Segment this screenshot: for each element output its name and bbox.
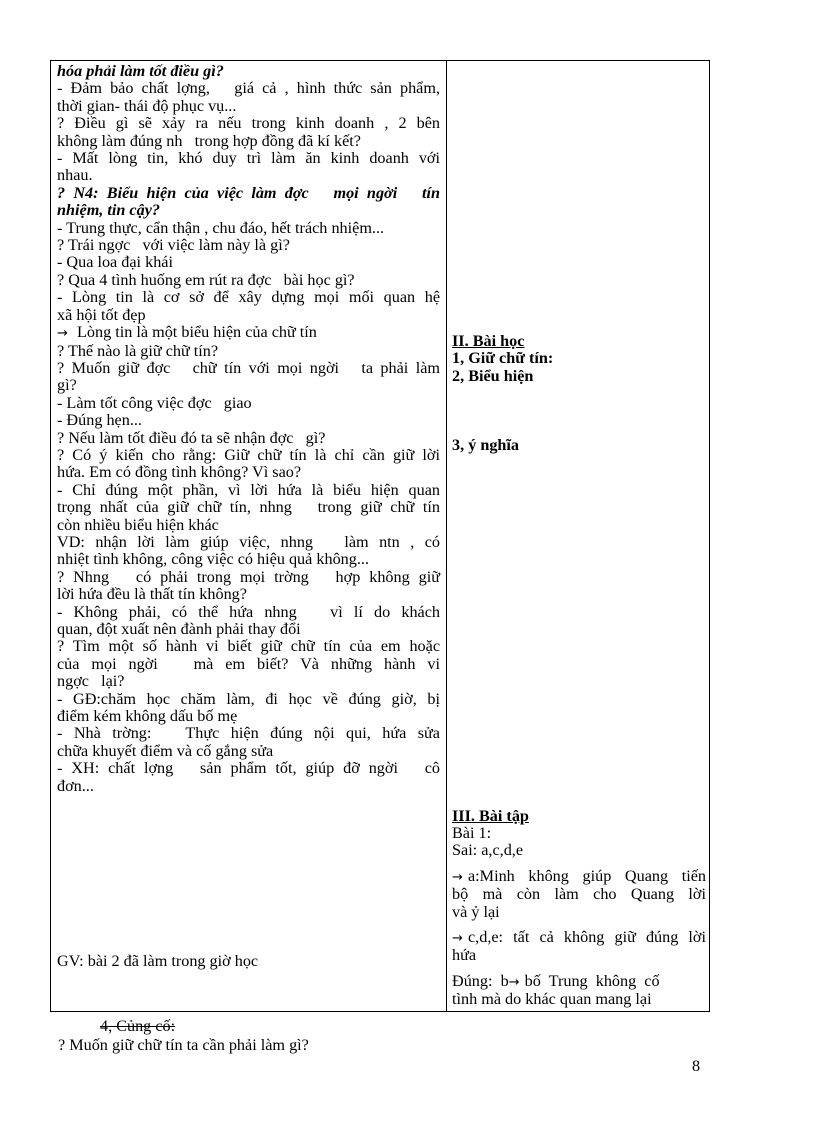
arrow-icon: → [508,974,520,990]
text-line: - Chỉ đúng một phần, vì lời hứa là biểu hiện quan [57,480,440,499]
lesson-table [50,60,710,1012]
text-line: ? Muốn giữ đợc chữ tín với mọi ngời ta phải làm [57,358,440,377]
arrow-icon: → [452,931,463,947]
text-line: ? Nếu làm tốt điều đó ta sẽ nhận đợc gì? [57,428,326,447]
text-line: Bài 1: [452,824,492,843]
section-heading: II. Bài học [452,332,525,350]
subheading: 2, Biểu hiện [452,366,534,385]
text-line: - Mất lòng tin, khó duy trì làm ăn kinh doanh với [57,149,440,168]
text-line: lời hứa đều là thất tín không? [57,585,247,604]
text-line: ngợc lại? [57,672,125,691]
text-line: chữa khuyết điểm và cố gắng sửa [57,741,274,760]
text-line: - Đảm bảo chất lợng, giá cả , hình thức sản phẩm, [57,79,440,98]
text-line: ? Trái ngợc với việc làm này là gì? [57,236,290,255]
text-line: Đúng: b→ bố Trung không cố [452,971,660,990]
text-line: hứa. Em có đồng tình không? Vì sao? [57,463,302,482]
text-line: ? Thế nào là giữ chữ tín? [57,341,219,360]
text-line: còn nhiều biểu hiện khác [57,515,219,534]
text-line: ? Điều gì sẽ xảy ra nếu trong kinh doanh , 2 bên [57,114,440,133]
text-line: ? Tìm một số hành vi biết giữ chữ tín của em hoặc [57,637,440,656]
text-line: - Lòng tin là cơ sở để xây dựng mọi mối quan hệ [57,288,440,307]
text-line: nhau. [57,166,93,185]
text-line: → a:Minh không giúp Quang tiến [452,866,706,885]
text-line: ? Có ý kiến cho rằng: Giữ chữ tín là chỉ cần giữ lời [57,445,440,464]
text-line: → c,d,e: tất cả không giữ đúng lời [452,928,706,947]
text-line: - XH: chất lợng sản phẩm tốt, giúp đỡ ngời cô [57,759,440,778]
text-line: tình mà do khác quan mang lại [452,990,652,1009]
text-line: - Nhà trờng: Thực hiện đúng nội qui, hứa sửa [57,724,440,743]
text-line: → Lòng tin là một biểu hiện của chữ tín [57,323,317,342]
teacher-note: GV: bài 2 đã làm trong giờ học [57,952,259,970]
text-line: VD: nhận lời làm giúp việc, nhng làm ntn , có [57,532,440,551]
review-question: ? Muốn giữ chữ tín ta cần phải làm gì? [58,1036,309,1054]
text-line: xã hội tốt đẹp [57,305,146,324]
text-line: - GĐ:chăm học chăm làm, đi học về đúng giờ, bị [57,689,440,708]
arrow-icon: → [57,326,68,342]
text-line: đơn... [57,776,94,795]
text-line: điểm kém không dấu bố mẹ [57,707,238,726]
arrow-icon: → [452,869,463,885]
text-line: hóa phải làm tốt điều gì? [57,62,224,80]
section-heading: III. Bài tập [452,806,529,825]
text-line: quan, đột xuất nên đành phải thay đổi [57,620,301,638]
text-line: bộ mà còn làm cho Quang lời [452,885,706,904]
text-line: trọng nhất của giữ chữ tín, nhng trong giữ chữ tín [57,498,440,517]
text-line: ? N4: Biểu hiện của việc làm đợc mọi ngời tín [57,183,440,202]
page-number: 8 [692,1057,701,1075]
text-line: của mọi ngời mà em biết? Và những hành vi [57,654,440,673]
text-line: nhiệm, tin cậy? [57,201,160,220]
left-column [57,63,440,795]
section-title: 4, Củng cố: [100,1017,176,1035]
text-line: - Qua loa đại khái [57,253,173,272]
text-line: nhiệt tình không, công việc có hiệu quả không... [57,550,369,569]
text-line: ? Qua 4 tình huống em rút ra đợc bài học gì? [57,270,355,289]
text-line: không làm đúng nh trong hợp đồng đã kí kết? [57,131,361,150]
text-line: gì? [57,376,77,395]
text-line: - Trung thực, cẩn thận , chu đáo, hết trách nhiệm... [57,218,385,237]
column-divider [446,61,447,1011]
right-column [452,333,706,1009]
text-line: - Không phải, có thể hứa nhng vì lí do khách [57,602,440,621]
subheading: 3, ý nghĩa [452,436,520,455]
subheading: 1, Giữ chữ tín: [452,349,554,368]
text-line: và ỷ lại [452,902,500,921]
text-line: ? Nhng có phải trong mọi trờng hợp không giữ [57,567,440,586]
text-line: - Làm tốt công việc đợc giao [57,393,252,412]
text-line: - Đúng hẹn... [57,411,142,430]
text-line: hứa [452,946,477,965]
text-line: Sai: a,c,d,e [452,841,524,860]
text-line: thời gian- thái độ phục vụ... [57,96,237,115]
